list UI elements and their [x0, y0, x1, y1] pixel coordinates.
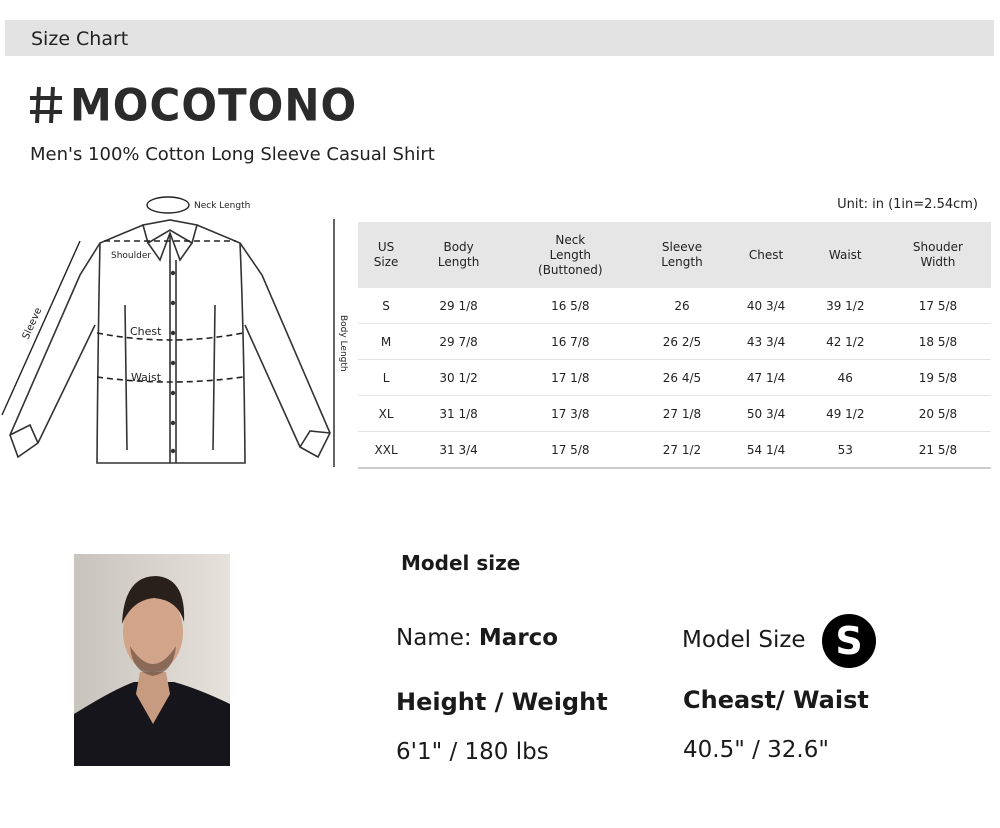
size-table-header-cell: Sleeve Length	[638, 222, 727, 288]
shirt-sleeve-right	[240, 243, 330, 457]
table-row	[358, 360, 991, 396]
table-cell: 53	[806, 432, 885, 469]
model-photo	[74, 554, 230, 766]
shirt-measurement-diagram	[0, 185, 360, 485]
model-size-label: Model Size	[682, 627, 806, 653]
table-cell: 43 3/4	[726, 324, 805, 360]
table-cell: 17 3/8	[503, 396, 637, 432]
height-weight-value: 6'1" / 180 lbs	[396, 739, 549, 765]
table-cell: 31 3/4	[414, 432, 503, 469]
table-cell: 30 1/2	[414, 360, 503, 396]
table-cell: 17 1/8	[503, 360, 637, 396]
model-size-badge: S	[822, 614, 876, 668]
shirt-sleeve-left	[10, 243, 100, 457]
table-row	[358, 324, 991, 360]
table-cell: 27 1/8	[638, 396, 727, 432]
model-size-title: Model size	[401, 551, 521, 575]
body-length-label: Body Length	[338, 315, 348, 372]
model-name-value: Marco	[478, 625, 559, 651]
table-cell: 40 3/4	[726, 288, 805, 324]
table-cell: 50 3/4	[726, 396, 805, 432]
table-cell: 54 1/4	[726, 432, 805, 469]
table-cell: 18 5/8	[885, 324, 991, 360]
table-cell: 16 7/8	[503, 324, 637, 360]
unit-note: Unit: in (1in=2.54cm)	[837, 197, 978, 212]
table-cell: 46	[806, 360, 885, 396]
table-row	[358, 432, 991, 469]
height-weight-label: Height / Weight	[396, 688, 608, 716]
table-cell: 26 4/5	[638, 360, 727, 396]
table-cell: L	[358, 360, 414, 396]
size-table-header-cell: Waist	[806, 222, 885, 288]
table-cell: 17 5/8	[885, 288, 991, 324]
table-cell: 26	[638, 288, 727, 324]
table-row	[358, 288, 991, 324]
table-cell: 47 1/4	[726, 360, 805, 396]
size-table-header-cell: Neck Length (Buttoned)	[503, 222, 637, 288]
table-row	[358, 396, 991, 432]
table-cell: 27 1/2	[638, 432, 727, 469]
table-cell: 20 5/8	[885, 396, 991, 432]
table-cell: XXL	[358, 432, 414, 469]
size-chart-title: Size Chart	[31, 28, 129, 50]
model-name	[396, 625, 558, 651]
table-cell: 31 1/8	[414, 396, 503, 432]
table-cell: XL	[358, 396, 414, 432]
table-cell: 19 5/8	[885, 360, 991, 396]
table-cell: 21 5/8	[885, 432, 991, 469]
table-cell: 17 5/8	[503, 432, 637, 469]
neck-label: Neck Length	[194, 201, 251, 211]
size-table-header	[358, 222, 991, 288]
size-table-header-cell: US Size	[358, 222, 414, 288]
sleeve-label: Sleeve	[20, 306, 45, 342]
table-cell: S	[358, 288, 414, 324]
table-cell: 49 1/2	[806, 396, 885, 432]
size-table-header-cell: Chest	[726, 222, 805, 288]
brand-logo	[28, 80, 357, 130]
shoulder-label: Shoulder	[111, 251, 152, 261]
table-cell: 42 1/2	[806, 324, 885, 360]
table-cell: 29 1/8	[414, 288, 503, 324]
sleeve-measure-line	[2, 241, 80, 415]
size-table	[358, 222, 991, 469]
size-chart-header	[5, 20, 994, 56]
size-table-header-cell: Shouder Width	[885, 222, 991, 288]
table-cell: 26 2/5	[638, 324, 727, 360]
brand-name: MOCOTONO	[70, 79, 358, 131]
neck-measure-icon	[147, 197, 189, 213]
model-name-label: Name:	[396, 625, 479, 651]
size-table-header-cell: Body Length	[414, 222, 503, 288]
chest-waist-value: 40.5" / 32.6"	[683, 737, 829, 763]
waist-label: Waist	[131, 371, 162, 384]
table-cell: 29 7/8	[414, 324, 503, 360]
table-cell: 39 1/2	[806, 288, 885, 324]
hash-logo-icon	[28, 85, 64, 125]
table-cell: 16 5/8	[503, 288, 637, 324]
chest-label: Chest	[130, 325, 162, 338]
chest-waist-label: Cheast/ Waist	[683, 686, 869, 714]
product-subtitle: Men's 100% Cotton Long Sleeve Casual Shirt	[30, 144, 435, 165]
table-cell: M	[358, 324, 414, 360]
